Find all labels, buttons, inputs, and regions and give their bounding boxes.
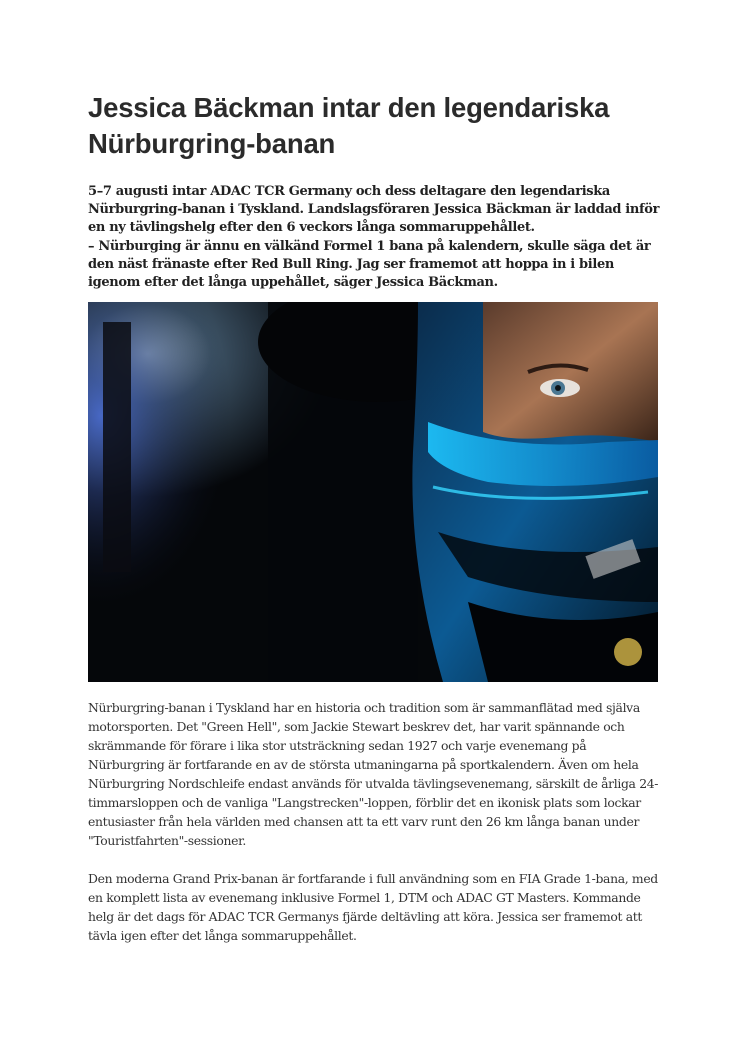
- lead-paragraph: 5–7 augusti intar ADAC TCR Germany och dess deltagare den legendariska Nürburgring-banan i Tyskland. Landslagsföraren Jessica Bäckman är laddad inför en ny tävlingshelg efter den 6 veckors långa sommaruppehållet.: [88, 184, 660, 236]
- title-line-1: Jessica Bäckman intar den legendariska: [88, 92, 610, 123]
- article: [88, 90, 660, 943]
- lead-quote: – Nürburging är ännu en välkänd Formel 1 bana på kalendern, skulle säga det är den näst fränaste efter Red Bull Ring. Jag ser framemot att hoppa in i bilen igenom efter det långa uppehållet, säger Jessica Bäckman.: [88, 238, 651, 291]
- driver-photo: [88, 302, 658, 682]
- article-body: [88, 698, 660, 964]
- lead-paragraphs: [88, 183, 660, 292]
- helmet-illustration: [88, 302, 658, 682]
- article-title: [88, 90, 660, 162]
- title-line-2: Nürburgring-banan: [88, 128, 336, 159]
- body-paragraph: Nürburgring-banan i Tyskland har en historia och tradition som är sammanflätad med själva motorsporten. Det "Green Hell", som Jackie Stewart beskrev det, har varit spännande och skrämmande för förare i lika stor utsträckning sedan 1927 och varje evenemang på Nürburgring är fortfarande en av de största utmaningarna på sportkalendern. Även om hela Nürburgring Nordschleife endast används för utvalda tävlingsevenemang, särskilt de årliga 24-timmarsloppen och de vanliga "Langstrecken"-loppen, förblir det en ikonisk plats som lockar entusiaster från hela världen med chansen att ta ett varv runt den 26 km långa banan under "Touristfahrten"-sessioner.: [88, 700, 659, 848]
- body-paragraph: Den moderna Grand Prix-banan är fortfarande i full användning som en FIA Grade 1-bana, med en komplett lista av evenemang inklusive Formel 1, DTM och ADAC GT Masters. Kommande helg är det dags för ADAC TCR Germanys fjärde deltävling att köra. Jessica ser framemot att tävla igen efter det långa sommaruppehållet.: [88, 871, 658, 943]
